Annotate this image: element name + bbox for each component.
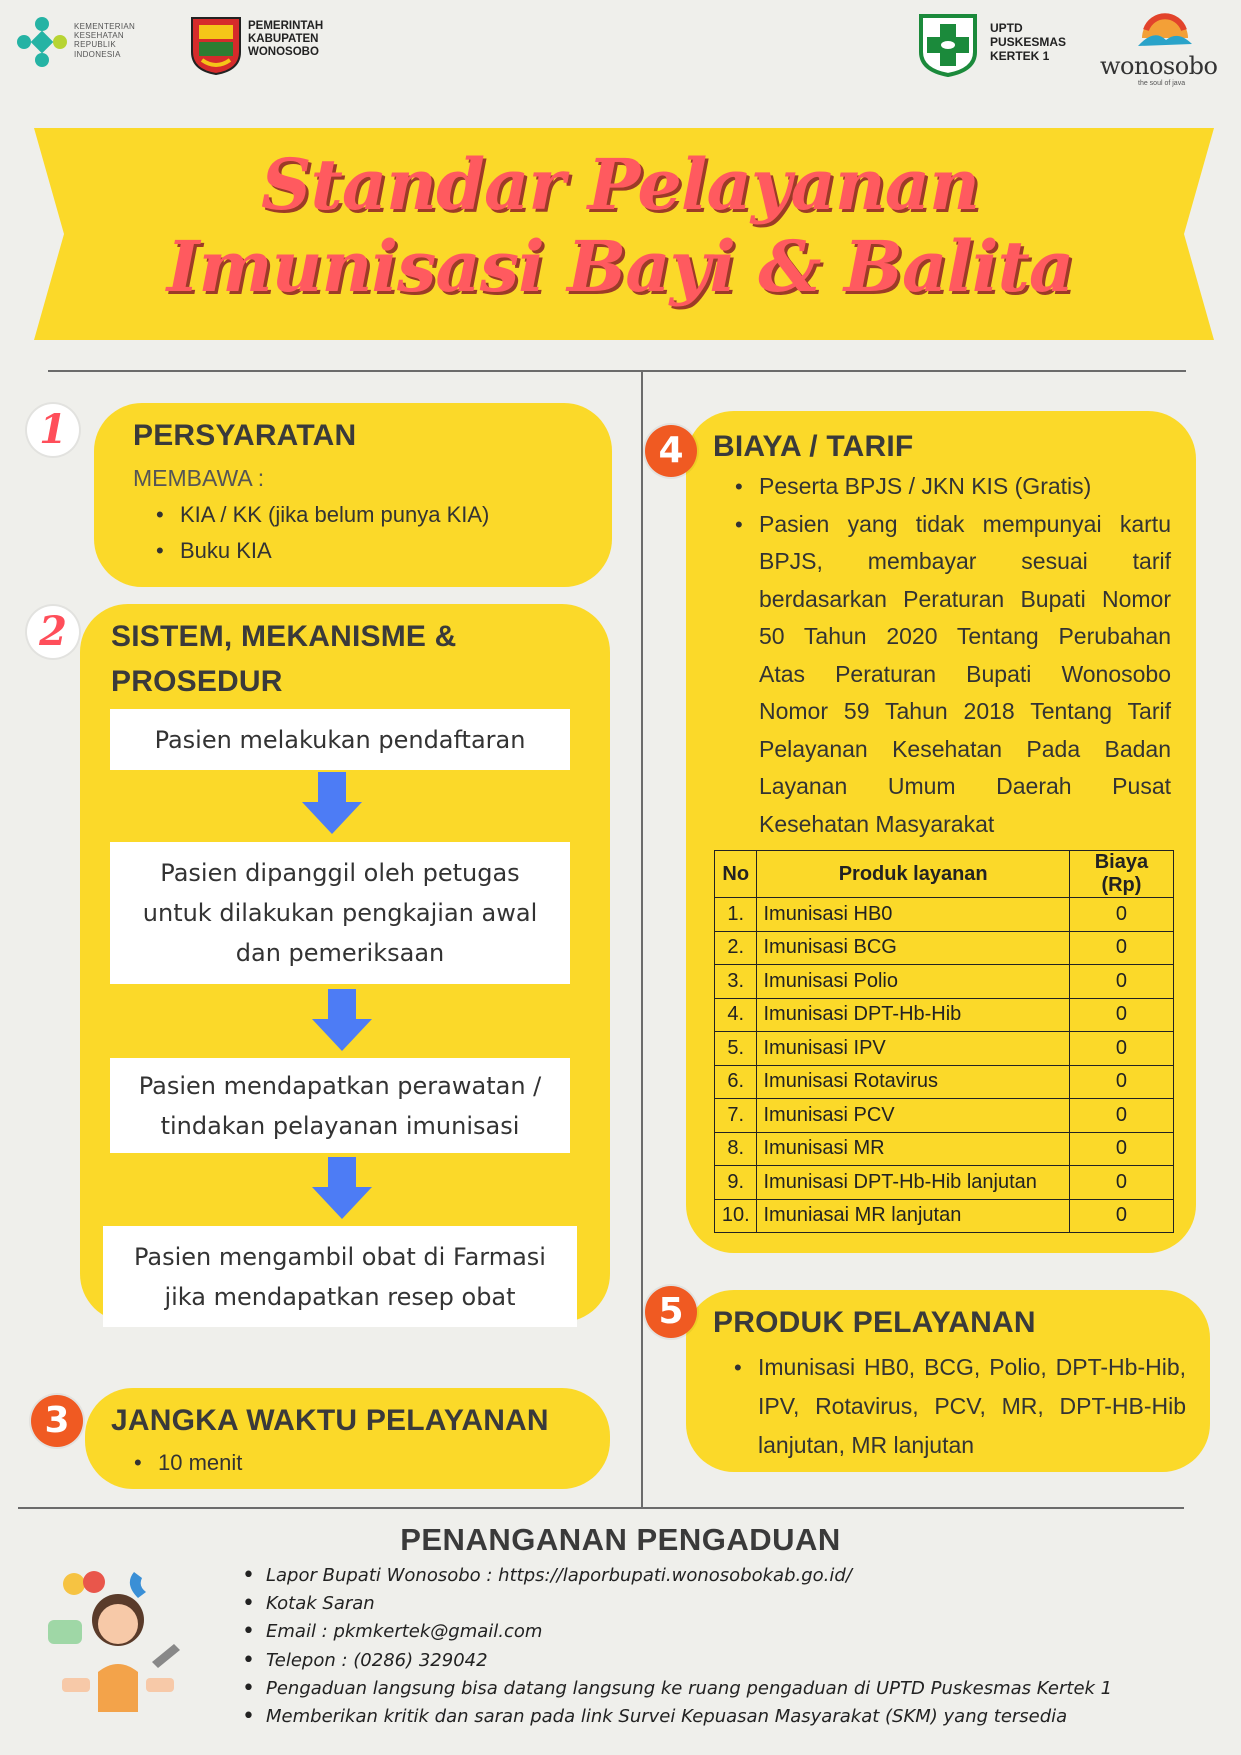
kemenkes-emblem-icon xyxy=(14,14,70,70)
service-fee: 0 xyxy=(1069,1065,1173,1099)
arrow-down-icon xyxy=(300,772,364,836)
service-name: Imunisasi DPT-Hb-Hib lanjutan xyxy=(757,1166,1069,1200)
service-fee: 0 xyxy=(1069,998,1173,1032)
number-badge-1 xyxy=(27,404,79,456)
puskesmas-name xyxy=(990,22,1066,63)
table-row xyxy=(715,1199,1174,1233)
kemenkes-line: KEMENTERIAN xyxy=(74,22,136,31)
service-name: Imunisasi BCG xyxy=(757,931,1069,965)
top-divider xyxy=(48,370,1186,372)
service-name: Imunisasi DPT-Hb-Hib xyxy=(757,998,1069,1032)
number-badge-label: 1 xyxy=(39,406,67,453)
number-badge-3 xyxy=(31,1395,83,1447)
requirements-title: PERSYARATAN xyxy=(133,419,357,452)
banner-title-line2: Imunisasi Bayi & Balita xyxy=(166,225,1074,308)
row-number: 2. xyxy=(715,931,757,965)
products-list xyxy=(730,1348,1186,1465)
puskesmas-line: KERTEK 1 xyxy=(990,48,1050,63)
flow-step-1 xyxy=(110,709,570,770)
row-number: 4. xyxy=(715,998,757,1032)
wonosobo-tagline: the soul of java xyxy=(1138,80,1186,87)
service-name: Imunisasi PCV xyxy=(757,1099,1069,1133)
column-header: Biaya (Rp) xyxy=(1069,851,1173,898)
puskesmas-logo xyxy=(917,12,979,78)
arrow-down-icon xyxy=(310,989,374,1053)
pemkab-line: WONOSOBO xyxy=(248,46,319,59)
list-item: • KIA / KK (jika belum punya KIA) xyxy=(152,497,489,533)
service-fee: 0 xyxy=(1069,1166,1173,1200)
fees-note-line: BPJS, membayar sesuai tarif xyxy=(759,548,1171,574)
table-row xyxy=(715,1132,1174,1166)
requirements-list xyxy=(152,497,489,569)
pemkab-line: KABUPATEN xyxy=(248,33,319,46)
service-fee: 0 xyxy=(1069,1032,1173,1066)
complaint-channel: • Email : pkmkertek@gmail.com xyxy=(238,1618,1112,1646)
sunrise-mountain-icon xyxy=(1136,8,1194,52)
list-item xyxy=(730,1348,1186,1465)
flow-step-text: Pasien mengambil obat di Farmasi jika mendapatkan resep obat xyxy=(134,1242,546,1311)
puskesmas-line: UPTD xyxy=(990,21,1023,35)
duration-list xyxy=(130,1445,242,1481)
table-row xyxy=(715,1099,1174,1133)
row-number: 7. xyxy=(715,1099,757,1133)
wonosobo-logo-mark xyxy=(1136,8,1194,52)
complaint-channel: • Kotak Saran xyxy=(238,1590,1112,1618)
fees-title: BIAYA / TARIF xyxy=(713,430,914,463)
row-number: 8. xyxy=(715,1132,757,1166)
list-item xyxy=(731,506,1171,844)
products-line: lanjutan, MR lanjutan xyxy=(758,1432,975,1458)
table-row xyxy=(715,931,1174,965)
service-name: Imunisasi IPV xyxy=(757,1032,1069,1066)
fees-note-line: berdasarkan Peraturan Bupati Nomor xyxy=(759,585,1171,612)
service-fee: 0 xyxy=(1069,898,1173,932)
duration-title: JANGKA WAKTU PELAYANAN xyxy=(111,1404,549,1437)
complaints-title: PENANGANAN PENGADUAN xyxy=(400,1522,841,1557)
row-number: 10. xyxy=(715,1199,757,1233)
products-title: PRODUK PELAYANAN xyxy=(713,1306,1036,1339)
pemkab-name xyxy=(248,20,323,60)
kemenkes-line: INDONESIA xyxy=(74,49,121,59)
service-name: Imunisasi Rotavirus xyxy=(757,1065,1069,1099)
row-number: 6. xyxy=(715,1065,757,1099)
complaint-channel: • Memberikan kritik dan saran pada link Survei Kepuasan Masyarakat (SKM) yang tersedia xyxy=(238,1703,1112,1731)
arrow-down-icon xyxy=(310,1157,374,1221)
complaints-list xyxy=(238,1562,1112,1731)
procedure-title-line1: SISTEM, MEKANISME & xyxy=(111,620,457,653)
complaint-channel: • Pengaduan langsung bisa datang langsung ke ruang pengaduan di UPTD Puskesmas Kertek 1 xyxy=(238,1675,1112,1703)
table-row xyxy=(715,1032,1174,1066)
banner-title-line1: Standar Pelayanan xyxy=(260,143,980,226)
customer-service-illustration xyxy=(44,1562,194,1712)
wonosobo-wordmark: wonosobo xyxy=(1100,52,1218,80)
column-divider xyxy=(641,372,643,1508)
row-number: 1. xyxy=(715,898,757,932)
number-badge-label: 4 xyxy=(658,430,684,471)
number-badge-label: 3 xyxy=(44,1400,70,1441)
number-badge-label: 2 xyxy=(39,608,67,655)
list-item: • 10 menit xyxy=(130,1445,242,1481)
flow-step-text: Pasien dipanggil oleh petugas untuk dilakukan pengkajian awal dan pemeriksaan xyxy=(142,859,538,967)
row-number: 3. xyxy=(715,965,757,999)
complaint-channel: • Lapor Bupati Wonosobo : https://laporbupati.wonosobokab.go.id/ xyxy=(238,1562,1112,1590)
requirements-intro: MEMBAWA : xyxy=(133,465,265,491)
service-fee: 0 xyxy=(1069,931,1173,965)
service-fee: 0 xyxy=(1069,1199,1173,1233)
service-name: Imuniasai MR lanjutan xyxy=(757,1199,1069,1233)
products-line: • Imunisasi HB0, BCG, Polio, DPT-Hb-Hib, xyxy=(758,1354,1186,1380)
kemenkes-name xyxy=(74,22,135,59)
flow-step-2 xyxy=(110,842,570,984)
puskesmas-line: PUSKESMAS xyxy=(990,34,1067,49)
fees-note-line: Atas Peraturan Bupati Wonosobo xyxy=(759,660,1171,687)
number-badge-label: 5 xyxy=(658,1291,684,1332)
number-badge-4 xyxy=(645,425,697,477)
service-name: Imunisasi MR xyxy=(757,1132,1069,1166)
kemenkes-logo xyxy=(14,14,70,70)
flow-step-3 xyxy=(110,1058,570,1153)
kemenkes-line: REPUBLIK xyxy=(74,40,116,50)
row-number: 9. xyxy=(715,1166,757,1200)
table-header-row xyxy=(715,851,1174,898)
column-header: Produk layanan xyxy=(757,851,1069,898)
kemenkes-line: KESEHATAN xyxy=(74,31,124,41)
fees-note-line: Layanan Umum Daerah Pusat xyxy=(759,773,1171,799)
table-row xyxy=(715,1065,1174,1099)
table-row xyxy=(715,965,1174,999)
pemkab-line: PEMERINTAH xyxy=(248,20,324,32)
row-number: 5. xyxy=(715,1032,757,1066)
fees-table xyxy=(714,850,1174,1233)
products-line: IPV, Rotavirus, PCV, MR, DPT-HB-Hib xyxy=(758,1393,1186,1419)
service-fee: 0 xyxy=(1069,1132,1173,1166)
list-item: • Buku KIA xyxy=(152,533,489,569)
service-fee: 0 xyxy=(1069,1099,1173,1133)
service-fee: 0 xyxy=(1069,965,1173,999)
procedure-title-line2: PROSEDUR xyxy=(111,665,283,698)
fees-note-line: Nomor 59 Tahun 2018 Tentang Tarif xyxy=(759,698,1171,724)
fees-note-line: Pelayanan Kesehatan Pada Badan xyxy=(759,735,1171,762)
table-row xyxy=(715,898,1174,932)
service-name: Imunisasi Polio xyxy=(757,965,1069,999)
list-item: • Peserta BPJS / JKN KIS (Gratis) xyxy=(731,468,1171,506)
fees-note-line: 50 Tahun 2020 Tentang Perubahan xyxy=(759,623,1171,649)
complaint-channel: • Telepon : (0286) 329042 xyxy=(238,1647,1112,1675)
bottom-divider xyxy=(18,1507,1184,1509)
flow-step-text: Pasien mendapatkan perawatan / tindakan pelayanan imunisasi xyxy=(138,1071,542,1140)
flow-step-4 xyxy=(103,1226,577,1327)
table-row xyxy=(715,998,1174,1032)
table-row xyxy=(715,1166,1174,1200)
pemkab-crest xyxy=(190,16,242,76)
fees-note-line: Kesehatan Masyarakat xyxy=(759,810,995,837)
service-name: Imunisasi HB0 xyxy=(757,898,1069,932)
health-cross-icon xyxy=(917,12,979,78)
column-header: No xyxy=(715,851,757,898)
fees-note-line: • Pasien yang tidak mempunyai kartu xyxy=(759,510,1171,537)
number-badge-2 xyxy=(27,606,79,658)
shield-crest-icon xyxy=(190,16,242,76)
flow-step-text: Pasien melakukan pendaftaran xyxy=(154,725,526,754)
number-badge-5 xyxy=(645,1286,697,1338)
fees-list xyxy=(731,468,1171,843)
